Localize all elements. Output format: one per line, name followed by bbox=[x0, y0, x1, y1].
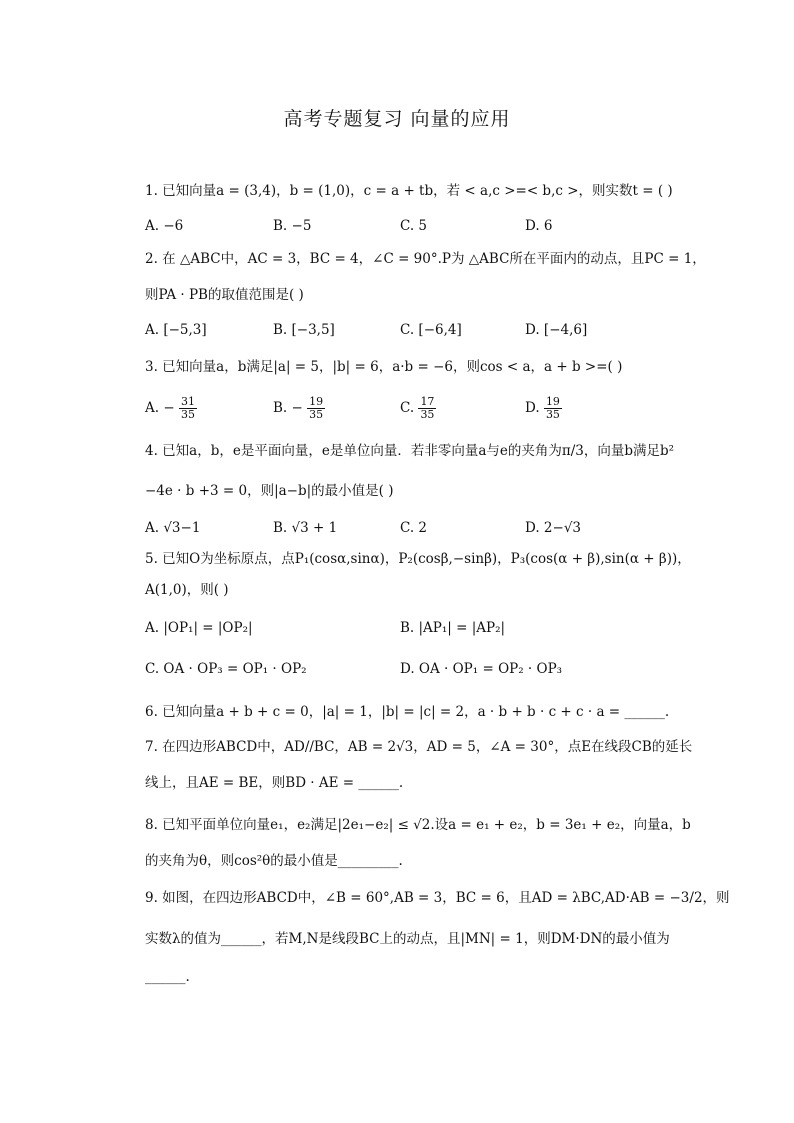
question-7-stem-line-2: 线上，且AE = BE，则BD · AE = ______. bbox=[145, 775, 404, 791]
numerator: 19 bbox=[309, 395, 324, 408]
option-d: D. 6 bbox=[525, 218, 553, 234]
option-label: A. bbox=[145, 400, 160, 416]
question-9-stem-line-1: 9. 如图，在四边形ABCD中，∠B = 60°,AB = 3，BC = 6，且AD = λBC,AD·AB = −3/2，则 bbox=[145, 890, 730, 906]
option-d: D. 2−√3 bbox=[525, 520, 582, 536]
option-label: C. bbox=[400, 400, 415, 416]
option-c: C. OA · OP₃ = OP₁ · OP₂ bbox=[145, 661, 307, 677]
denominator: 35 bbox=[545, 408, 560, 421]
question-8-stem-line-2: 的夹角为θ，则cos²θ的最小值是_________. bbox=[145, 853, 403, 869]
denominator: 35 bbox=[309, 408, 324, 421]
fraction bbox=[418, 396, 436, 421]
question-5-stem-line-2: A(1,0)，则( ) bbox=[145, 582, 229, 598]
option-c: C. [−6,4] bbox=[400, 322, 462, 338]
question-4-stem-line-2: −4e · b +3 = 0，则|a−b|的最小值是( ) bbox=[145, 483, 394, 499]
question-1-stem: 1. 已知向量a = (3,4)，b = (1,0)，c = a + tb，若 < a,c >=< b,c >，则实数t = ( ) bbox=[145, 183, 673, 199]
option-label: D. bbox=[525, 400, 540, 416]
page-title: 高考专题复习 向量的应用 bbox=[283, 108, 511, 130]
option-c: C. 2 bbox=[400, 520, 428, 536]
option-d: D. [−4,6] bbox=[525, 322, 588, 338]
option-a: A. [−5,3] bbox=[145, 322, 207, 338]
option-c bbox=[400, 396, 436, 421]
option-a: A. −6 bbox=[145, 218, 184, 234]
fraction bbox=[544, 396, 562, 421]
option-a bbox=[145, 396, 197, 421]
fraction bbox=[179, 396, 197, 421]
numerator: 31 bbox=[180, 395, 195, 408]
question-2-stem-line-1: 2. 在 △ABC中，AC = 3，BC = 4，∠C = 90°.P为 △ABC所在平面内的动点，且PC = 1， bbox=[145, 251, 706, 267]
numerator: 17 bbox=[420, 395, 435, 408]
option-d: D. OA · OP₁ = OP₂ · OP₃ bbox=[400, 661, 563, 677]
option-b bbox=[273, 396, 325, 421]
option-b: B. −5 bbox=[273, 218, 312, 234]
option-sign: − bbox=[163, 400, 175, 416]
option-sign: − bbox=[291, 400, 303, 416]
option-a: A. |OP₁| = |OP₂| bbox=[145, 620, 253, 636]
question-4-stem-line-1: 4. 已知a，b，e是平面向量，e是单位向量．若非零向量a与e的夹角为π/3，向量b满足b² bbox=[145, 443, 675, 459]
option-label: B. bbox=[273, 400, 288, 416]
option-b: B. |AP₁| = |AP₂| bbox=[400, 620, 506, 636]
question-6-stem: 6. 已知向量a + b + c = 0，|a| = 1，|b| = |c| = 2，a · b + b · c + c · a = ______. bbox=[145, 704, 670, 720]
question-7-stem-line-1: 7. 在四边形ABCD中，AD//BC，AB = 2√3，AD = 5，∠A = 30°，点E在线段CB的延长 bbox=[145, 739, 693, 755]
option-c: C. 5 bbox=[400, 218, 428, 234]
numerator: 19 bbox=[545, 395, 560, 408]
denominator: 35 bbox=[420, 408, 435, 421]
question-9-stem-line-3: ______. bbox=[145, 969, 190, 985]
question-5-stem-line-1: 5. 已知O为坐标原点，点P₁(cosα,sinα)，P₂(cosβ,−sinβ)，P₃(cos(α + β),sin(α + β))， bbox=[145, 551, 691, 567]
fraction bbox=[307, 396, 325, 421]
denominator: 35 bbox=[180, 408, 195, 421]
option-d bbox=[525, 396, 562, 421]
option-a: A. √3−1 bbox=[145, 520, 201, 536]
question-9-stem-line-2: 实数λ的值为______，若M,N是线段BC上的动点，且|MN| = 1，则DM·DN的最小值为 bbox=[145, 931, 670, 947]
option-b: B. √3 + 1 bbox=[273, 520, 338, 536]
question-3-stem: 3. 已知向量a，b满足|a| = 5，|b| = 6，a·b = −6，则cos < a，a + b >=( ) bbox=[145, 359, 623, 375]
question-8-stem-line-1: 8. 已知平面单位向量e₁，e₂满足|2e₁−e₂| ≤ √2.设a = e₁ + e₂，b = 3e₁ + e₂，向量a，b bbox=[145, 817, 691, 833]
option-b: B. [−3,5] bbox=[273, 322, 335, 338]
question-2-stem-line-2: 则PA · PB的取值范围是( ) bbox=[145, 287, 304, 303]
